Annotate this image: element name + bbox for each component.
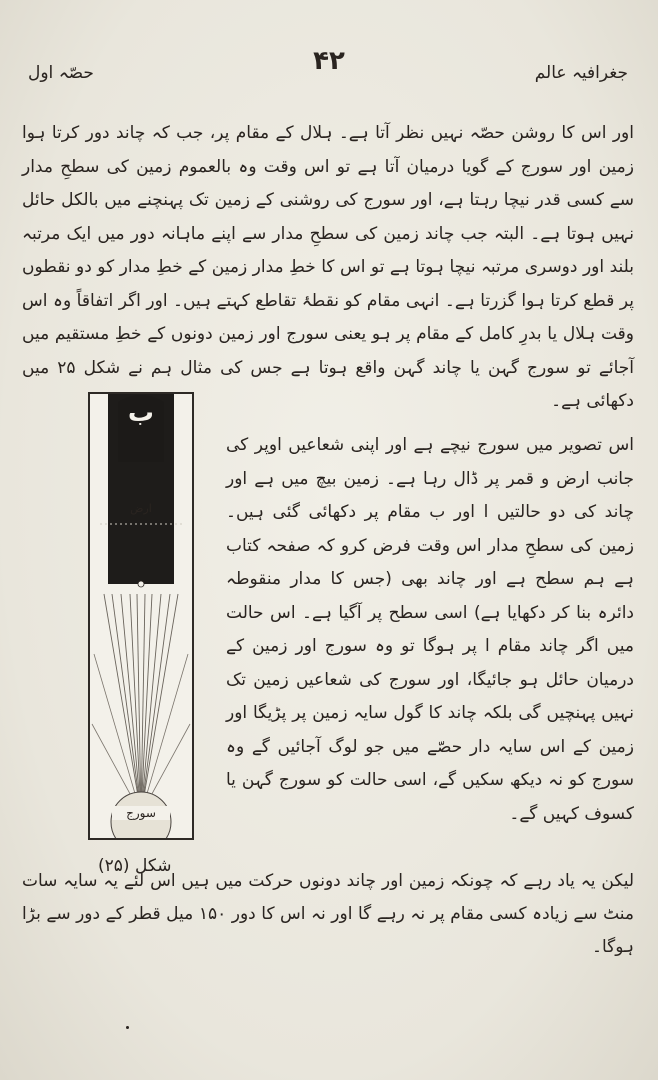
paragraph-figure-description: اس تصویر میں سورج نیچے ہے اور اپنی شعاعیں اوپر کی جانب ارض و قمر پر ڈال رہا ہے۔ زمین بیچ میں ہے اور چاند کی دو حالتیں ا اور ب مقام پر دکھائی گئی ہیں۔ زمین کی سطحِ مدار اس وقت فرض کرو کہ صفحہ کتاب ہے ہم سطح ہے اور چاند بھی (جس کا مدار منقوطہ دائرہ بنا کر دکھایا ہے) اسی سطح پر آگیا ہے۔ اس حالت میں اگر چاند مقام ا پر ہوگا تو وہ سورج اور زمین کے درمیان حائل ہو جائیگا، اور سورج کی شعاعیں زمین تک نہیں پہنچیں گی بلکہ چاند کا گول سایہ زمین پر پڑیگا اور زمین کے اس سایہ دار حصّے میں جو لوگ آجائیں گے وہ سورج کو نہ دیکھ سکیں گے، اسی حالت کو سورج گہن یا کسوف کہیں گے۔ <box>226 435 634 824</box>
sun-label: سورج <box>112 806 170 820</box>
header-section-label: حصّہ اول <box>28 63 94 83</box>
earth-label: ارض <box>130 502 152 515</box>
header-book-title: جغرافیہ عالم <box>534 63 628 83</box>
ray-b <box>112 594 141 814</box>
paragraph-top: اور اس کا روشن حصّہ نہیں نظر آتا ہے۔ ہلال کے مقام پر، جب کہ چاند دور کرتا ہوا زمین اور سورج کے گویا درمیان آتا ہے تو اس وقت وہ بالعموم زمین کی سطحِ مدار سے کسی قدر نیچا رہتا ہے، اور سورج کی روشنی کے زمین تک پہنچنے میں بالکل حائل نہیں ہوتا ہے۔ البتہ جب چاند زمین کی سطحِ مدار سے اپنے ماہانہ دور میں ایک مرتبہ بلند اور دوسری مرتبہ نیچا ہوتا ہے تو اس کا خطِ مدار زمین کے خطِ مدار کو دو نقطوں پر قطع کرتا ہوا گزرتا ہے۔ انہی مقام کو نقطۂ تقاطع کہتے ہیں۔ اور اگر اتفاقاً وہ اس وقت ہلال یا بدرِ کامل کے مقام پر ہو یعنی سورج اور زمین دونوں کے خطِ مستقیم میں آجائے تو سورج گہن یا چاند گہن واقع ہوتا ہے جس کی مثال ہم نے شکل ۲۵ میں دکھائی ہے۔ <box>22 123 634 411</box>
moon-position-a <box>138 581 144 587</box>
eclipse-figure <box>88 392 194 840</box>
moon-label-b: ب <box>127 398 155 428</box>
page-header <box>0 42 658 92</box>
figure-caption: شکل (۲۵) <box>98 856 172 876</box>
page-number: ۴۲ <box>313 46 345 76</box>
ink-speck <box>126 1026 129 1029</box>
paragraph-bottom: لیکن یہ یاد رہے کہ چونکہ زمین اور چاند دونوں حرکت میں ہیں اس لئے یہ سایہ سات منٹ سے زیادہ کسی مقام پر نہ رہے گا اور نہ اس کا دور ۱۵۰ میل قطر کے دور سے بڑا ہوگا۔ <box>22 871 634 957</box>
eclipse-diagram <box>90 394 192 838</box>
ray-i <box>141 594 170 814</box>
